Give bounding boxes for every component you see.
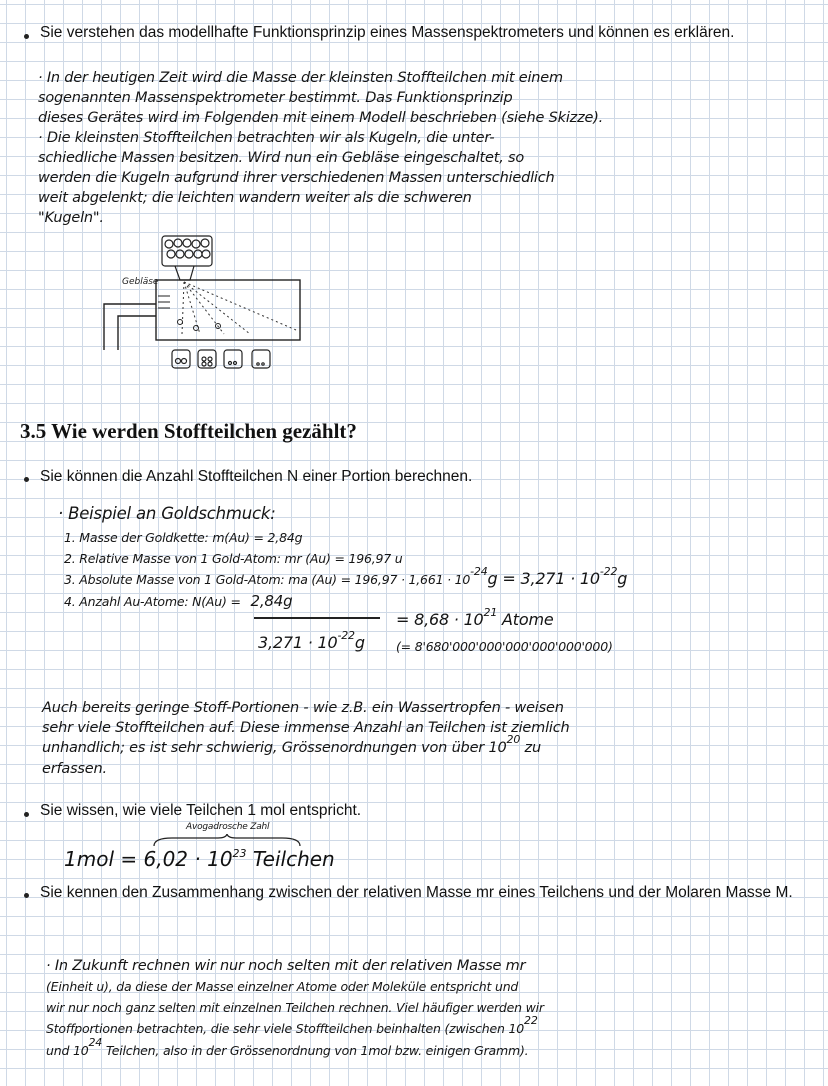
note-3 bbox=[46, 956, 544, 1062]
objective-1: Sie verstehen das modellhafte Funktionsprinzip eines Massenspektrometers und können es erklären. bbox=[40, 24, 735, 41]
denominator-unit: g bbox=[354, 633, 365, 652]
step-3-unit: g bbox=[617, 569, 628, 588]
note-1-line: sogenannten Massenspektrometer bestimmt. Das Funktionsprinzip bbox=[38, 90, 513, 106]
step-3-exponent-2: -22 bbox=[599, 565, 618, 578]
step-3-mid: g = 3,271 · 10 bbox=[487, 569, 600, 588]
avogadro-unit: Teilchen bbox=[252, 847, 335, 871]
note-1-line: weit abgelenkt; die leichten wandern weiter als die schweren bbox=[38, 190, 472, 206]
note-3-exponent: 24 bbox=[88, 1036, 103, 1049]
note-2-exponent: 20 bbox=[506, 733, 521, 746]
fraction-bar bbox=[254, 617, 380, 619]
note-3-text: und 10 bbox=[46, 1043, 89, 1058]
chamber bbox=[156, 280, 300, 340]
objective-3: Sie wissen, wie viele Teilchen 1 mol entspricht. bbox=[40, 802, 362, 819]
note-3-line bbox=[46, 1036, 544, 1062]
example-step-2: 2. Relative Masse von 1 Gold-Atom: mr (Au) = 196,97 u bbox=[64, 551, 403, 566]
example-title: · Beispiel an Goldschmuck: bbox=[58, 504, 276, 523]
note-1 bbox=[38, 68, 603, 228]
note-1-line: werden die Kugeln aufgrund ihrer verschiedenen Massen unterschiedlich bbox=[38, 170, 555, 186]
note-2-line: Auch bereits geringe Stoff-Portionen - wie z.B. ein Wassertropfen - weisen bbox=[42, 700, 564, 716]
note-2-line: erfassen. bbox=[42, 761, 107, 777]
air-arrows bbox=[158, 296, 170, 308]
note-3-line: wir nur noch ganz selten mit einzelnen Teilchen rechnen. Viel häufiger werden wir bbox=[46, 1000, 544, 1015]
result-exponent: 21 bbox=[483, 606, 498, 619]
note-1-line: dieses Gerätes wird im Folgenden mit einem Modell beschrieben (siehe Skizze). bbox=[38, 110, 604, 126]
note-1-line: schiedliche Massen besitzen. Wird nun ein Gebläse eingeschaltet, so bbox=[38, 150, 525, 166]
step-3-text: 3. Absolute Masse von 1 Gold-Atom: ma (Au) = 196,97 · 1,661 · 10 bbox=[64, 572, 471, 587]
note-1-line: · In der heutigen Zeit wird die Masse der kleinsten Stoffteilchen mit einem bbox=[38, 70, 563, 86]
note-3-tail: Teilchen, also in der Grössenordnung von 1mol bzw. einigen Gramm). bbox=[105, 1043, 529, 1058]
note-2-line: sehr viele Stoffteilchen auf. Diese immense Anzahl an Teilchen ist ziemlich bbox=[42, 720, 570, 736]
mass-spectrometer-sketch bbox=[100, 230, 310, 380]
denominator-value: 3,271 · 10 bbox=[258, 633, 338, 652]
avogadro-label: Avogadrosche Zahl bbox=[186, 822, 270, 832]
objective-2: Sie können die Anzahl Stoffteilchen N einer Portion berechnen. bbox=[40, 468, 473, 485]
blower-pipe bbox=[104, 304, 156, 350]
blower-label: Gebläse bbox=[122, 277, 159, 287]
fraction-denominator bbox=[258, 629, 365, 652]
note-1-line: · Die kleinsten Stoffteilchen betrachten wir als Kugeln, die unter- bbox=[38, 130, 495, 146]
objective-4: Sie kennen den Zusammenhang zwischen der relativen Masse mr eines Teilchens und der Molaren Masse M. bbox=[40, 884, 793, 901]
example-step-4 bbox=[64, 592, 292, 611]
note-3-exponent: 22 bbox=[524, 1014, 538, 1027]
note-2-line bbox=[42, 733, 569, 759]
note-1-line: "Kugeln". bbox=[38, 210, 104, 226]
note-3-text: Stoffportionen betrachten, die sehr viele Stoffteilchen beinhalten (zwischen 10 bbox=[46, 1021, 525, 1036]
avogadro-lhs: 1mol = bbox=[64, 847, 138, 871]
bullet-dot bbox=[24, 34, 29, 39]
note-2 bbox=[42, 698, 569, 779]
example-expanded: (= 8'680'000'000'000'000'000'000) bbox=[396, 639, 613, 654]
example-step-1: 1. Masse der Goldkette: m(Au) = 2,84g bbox=[64, 530, 303, 545]
ball-hopper bbox=[162, 236, 212, 280]
step-4-label: 4. Anzahl Au-Atome: N(Au) = bbox=[64, 594, 241, 609]
bullet-dot bbox=[24, 893, 29, 898]
note-2-tail: zu bbox=[524, 740, 541, 756]
note-3-line bbox=[46, 1014, 544, 1040]
section-heading: 3.5 Wie werden Stoffteilchen gezählt? bbox=[20, 419, 357, 443]
avogadro-brace bbox=[152, 834, 302, 848]
result-value: = 8,68 · 10 bbox=[396, 610, 484, 629]
falling-balls bbox=[178, 320, 221, 331]
collection-containers bbox=[172, 350, 270, 368]
fraction-numerator: 2,84g bbox=[250, 592, 293, 610]
trajectories bbox=[182, 282, 296, 334]
bullet-dot bbox=[24, 477, 29, 482]
bullet-dot bbox=[24, 812, 29, 817]
note-3-line: (Einheit u), da diese der Masse einzelner Atome oder Moleküle entspricht und bbox=[46, 979, 519, 994]
denominator-exponent: -22 bbox=[337, 629, 355, 642]
result-unit: Atome bbox=[502, 610, 554, 629]
note-2-text: unhandlich; es ist sehr schwierig, Grössenordnungen von über 10 bbox=[42, 740, 507, 756]
note-3-line: · In Zukunft rechnen wir nur noch selten mit der relativen Masse mr bbox=[46, 958, 526, 974]
avogadro-exponent: 23 bbox=[232, 847, 247, 860]
avogadro-value: 6,02 · 10 bbox=[143, 847, 233, 871]
example-step-3 bbox=[64, 565, 628, 590]
example-result bbox=[396, 606, 554, 629]
step-3-exponent: -24 bbox=[470, 565, 488, 578]
avogadro-equation bbox=[64, 847, 335, 871]
